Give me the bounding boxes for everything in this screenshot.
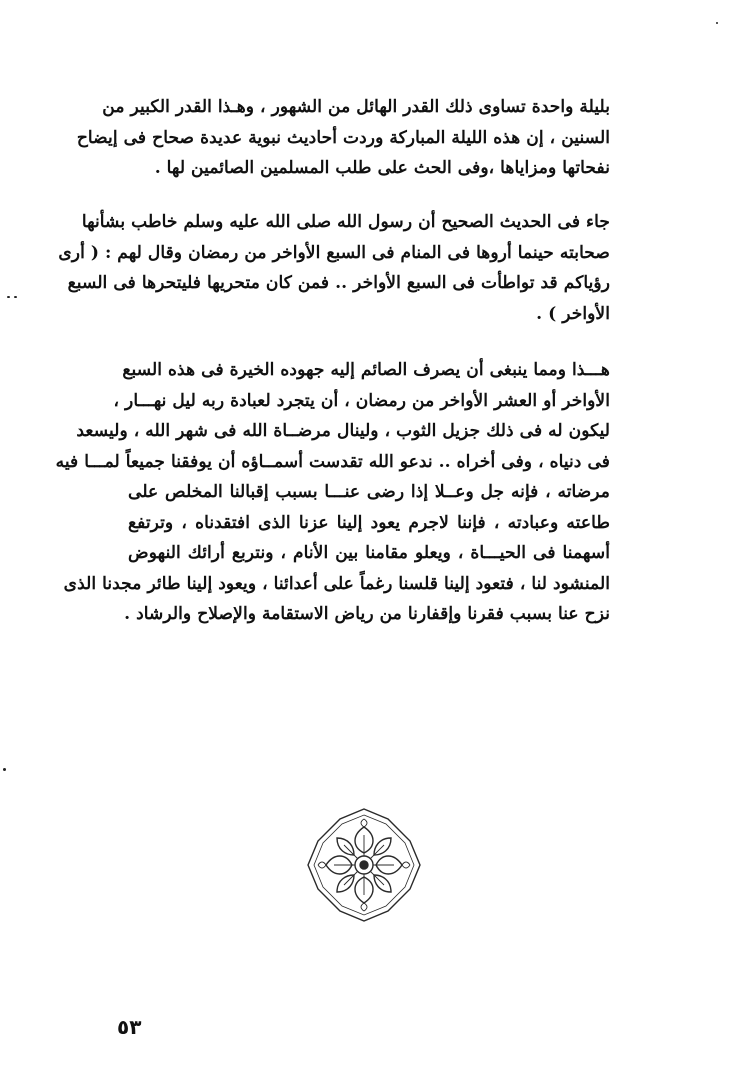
text-line: صحابته حينما أروها فى المنام فى السبع الأواخر من رمضان وقال لهم : ( أرى [58, 242, 610, 263]
text-line: نفحاتها ومزاياها ،وفى الحث على طلب المسلمين الصائمين لها . [154, 158, 610, 178]
text-line: فى دنياه ، وفى أخراه .. ندعو الله تقدست أسمــاؤه أن يوفقنا جميعاً لمـــا فيه [55, 451, 610, 472]
text-line: مرضاته ، فإنه جل وعــلا إذا رضى عنـــا بسبب إقبالنا المخلص على [128, 482, 610, 502]
paragraph-2 [58, 207, 610, 329]
text-line: نزح عنا بسبب فقرنا وإقفارنا من رياض الاستقامة والإصلاح والرشاد . [124, 604, 610, 624]
text-line: الأواخر ) . [536, 303, 610, 324]
text-line: رؤياكم قد تواطأت فى السبع الأواخر .. فمن كان متحريها فليتحرها فى السبع [67, 273, 610, 293]
text-line: المنشود لنا ، فتعود إلينا قلسنا رغماً على أعدائنا ، ويعود إلينا طائر مجدنا الذى [63, 573, 610, 594]
text-line: السنين ، إن هذه الليلة المباركة وردت أحاديث نبوية عديدة صحاح فى إيضاح [76, 127, 610, 148]
scan-speck [3, 768, 6, 771]
scan-speck [716, 22, 718, 24]
text-line: طاعته وعبادته ، فإننا لاجرم يعود إلينا عزنا الذى افتقدناه ، وترتفع [128, 512, 610, 533]
text-line: أسهمنا فى الحيـــاة ، ويعلو مقامنا بين الأنام ، ونتربع أرائك النهوض [128, 543, 610, 563]
scan-speck [7, 296, 10, 298]
text-line: هـــذا ومما ينبغى أن يصرف الصائم إليه جهوده الخيرة فى هذه السبع [122, 360, 610, 380]
page-number: ٥٣ [117, 1015, 142, 1039]
scan-speck [14, 296, 17, 298]
text-line: جاء فى الحديث الصحيح أن رسول الله صلى الله عليه وسلم خاطب بشأنها [81, 212, 610, 232]
text-line: الأواخر أو العشر الأواخر من رمضان ، أن يتجرد لعبادة ربه ليل نهـــار ، [113, 390, 610, 411]
text-line: بليلة واحدة تساوى ذلك القدر الهائل من الشهور ، وهـذا القدر الكبير من [102, 97, 610, 117]
arabesque-ornament-icon [304, 805, 424, 925]
paragraph-3 [55, 355, 610, 630]
text-line: ليكون له فى ذلك جزيل الثوب ، ولينال مرضــاة الله فى شهر الله ، وليسعد [76, 421, 610, 441]
paragraph-1 [76, 92, 610, 184]
